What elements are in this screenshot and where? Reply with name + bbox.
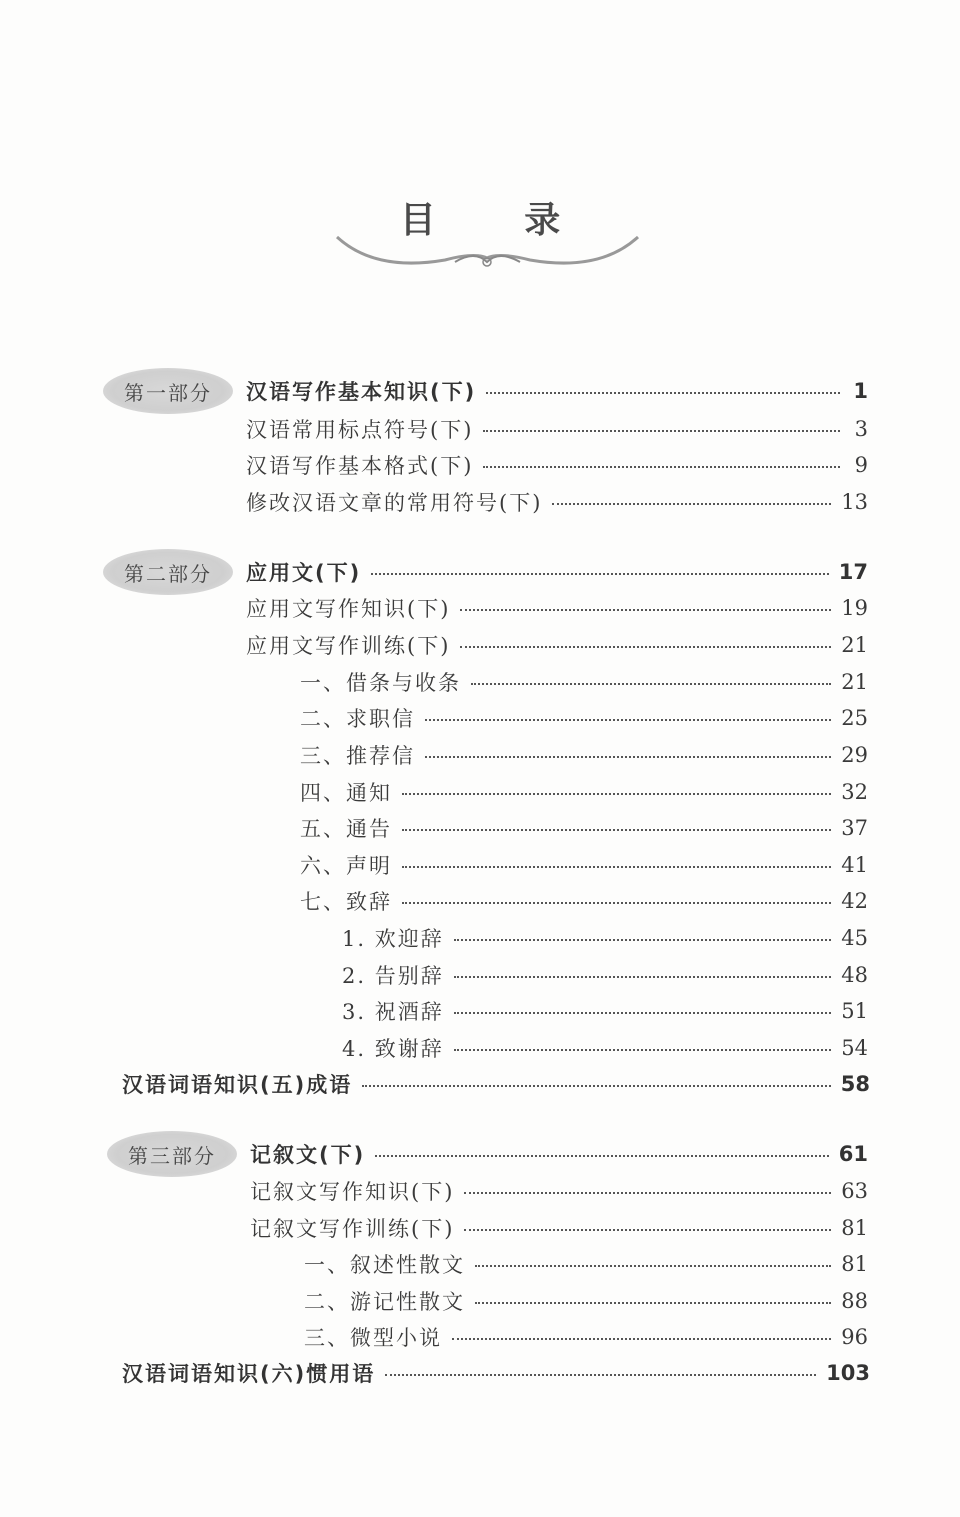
dot-leader [371, 573, 829, 575]
toc-entry-title: 汉语词语知识(五)成语 [122, 1073, 353, 1097]
dot-leader [425, 719, 831, 721]
toc-entry-title: 六、声明 [300, 854, 392, 878]
toc-entry [342, 1033, 868, 1063]
dot-leader [454, 976, 832, 978]
dot-leader [452, 1338, 831, 1340]
toc-entry-title: 汉语词语知识(六)惯用语 [122, 1362, 376, 1386]
toc-entry-page: 19 [841, 596, 868, 620]
toc-entry-title: 四、通知 [300, 781, 392, 805]
page-title: 目 录 [399, 200, 599, 241]
toc-entry-title: 1. 欢迎辞 [342, 927, 444, 951]
toc-entry-page: 41 [841, 853, 868, 877]
toc-entry [246, 487, 868, 517]
toc-entry-page: 25 [841, 706, 868, 730]
dot-leader [454, 1012, 832, 1014]
toc-entry-title: 一、借条与收条 [300, 671, 461, 695]
dot-leader [402, 902, 831, 904]
toc-entry [304, 1249, 868, 1279]
toc-entry-title: 记叙文(下) [250, 1143, 366, 1167]
toc-entry [342, 960, 868, 990]
toc-entry-title: 记叙文写作知识(下) [250, 1180, 455, 1204]
toc-entry [300, 886, 868, 916]
toc-entry-page: 3 [854, 417, 868, 441]
toc-entry-title: 4. 致谢辞 [342, 1037, 444, 1061]
toc-entry [300, 703, 868, 733]
part-badge-3: 第三部分 [107, 1131, 237, 1177]
toc-entry [300, 667, 868, 697]
toc-entry-title: 汉语写作基本格式(下) [246, 454, 474, 478]
dot-leader [362, 1085, 831, 1087]
toc-entry-page: 29 [841, 743, 868, 767]
toc-entry [246, 593, 868, 623]
part-badge-2: 第二部分 [103, 549, 233, 595]
toc-entry [250, 1176, 868, 1206]
dot-leader [475, 1302, 831, 1304]
part-badge-1: 第一部分 [103, 368, 233, 414]
dot-leader [402, 866, 831, 868]
title-ornament [335, 232, 640, 277]
dot-leader [425, 756, 831, 758]
toc-entry-page: 81 [841, 1252, 868, 1276]
dot-leader [475, 1265, 831, 1267]
toc-entry [342, 923, 868, 953]
toc-entry [300, 740, 868, 770]
toc-entry-title: 应用文(下) [246, 561, 362, 585]
dot-leader [402, 829, 831, 831]
toc-entry [342, 996, 868, 1026]
toc-entry [246, 414, 868, 444]
dot-leader [486, 392, 840, 394]
toc-entry [300, 813, 868, 843]
toc-entry-title: 汉语写作基本知识(下) [246, 380, 477, 404]
toc-entry [250, 1139, 868, 1169]
toc-entry-title: 汉语常用标点符号(下) [246, 418, 474, 442]
toc-entry [250, 1213, 868, 1243]
dot-leader [483, 466, 840, 468]
toc-entry-page: 21 [841, 633, 868, 657]
toc-entry-title: 七、致辞 [300, 890, 392, 914]
toc-entry [300, 850, 868, 880]
dot-leader [460, 646, 831, 648]
toc-entry-page: 96 [841, 1325, 868, 1349]
toc-entry-page: 54 [841, 1036, 868, 1060]
toc-entry [304, 1286, 868, 1316]
toc-entry-page: 13 [841, 490, 868, 514]
dot-leader [375, 1155, 829, 1157]
dot-leader [464, 1229, 831, 1231]
dot-leader [552, 503, 831, 505]
toc-entry-page: 9 [854, 453, 868, 477]
toc-entry-title: 修改汉语文章的常用符号(下) [246, 491, 543, 515]
toc-entry-page: 21 [841, 670, 868, 694]
toc-entry-title: 三、微型小说 [304, 1326, 442, 1350]
toc-entry-page: 88 [841, 1289, 868, 1313]
dot-leader [454, 1049, 832, 1051]
toc-entry-title: 一、叙述性散文 [304, 1253, 465, 1277]
toc-entry-page: 81 [841, 1216, 868, 1240]
toc-entry-page: 37 [841, 816, 868, 840]
dot-leader [402, 793, 831, 795]
toc-entry-page: 51 [841, 999, 868, 1023]
toc-entry-title: 记叙文写作训练(下) [250, 1217, 455, 1241]
toc-entry-title: 3. 祝酒辞 [342, 1000, 444, 1024]
toc-entry-page: 63 [841, 1179, 868, 1203]
toc-entry-page: 48 [841, 963, 868, 987]
toc-entry-title: 五、通告 [300, 817, 392, 841]
toc-entry [246, 450, 868, 480]
dot-leader [460, 609, 831, 611]
toc-entry-title: 三、推荐信 [300, 744, 415, 768]
toc-entry [304, 1322, 868, 1352]
toc-entry-title: 二、求职信 [300, 707, 415, 731]
toc-entry-page: 32 [841, 780, 868, 804]
dot-leader [385, 1374, 816, 1376]
toc-entry-title: 应用文写作训练(下) [246, 634, 451, 658]
toc-entry-page: 103 [826, 1361, 870, 1385]
toc-entry [246, 557, 868, 587]
toc-entry-page: 42 [841, 889, 868, 913]
toc-entry [246, 376, 868, 406]
dot-leader [464, 1192, 831, 1194]
toc-entry-title: 应用文写作知识(下) [246, 597, 451, 621]
toc-entry-title: 二、游记性散文 [304, 1290, 465, 1314]
toc-entry-page: 17 [838, 560, 868, 584]
toc-entry-title: 2. 告别辞 [342, 964, 444, 988]
toc-entry [122, 1358, 870, 1388]
dot-leader [471, 683, 831, 685]
toc-entry [246, 630, 868, 660]
toc-entry-page: 61 [838, 1142, 868, 1166]
toc-entry-page: 58 [840, 1072, 870, 1096]
dot-leader [454, 939, 832, 941]
dot-leader [483, 430, 840, 432]
toc-entry [122, 1069, 870, 1099]
toc-entry [300, 777, 868, 807]
toc-entry-page: 1 [853, 379, 868, 403]
toc-entry-page: 45 [841, 926, 868, 950]
